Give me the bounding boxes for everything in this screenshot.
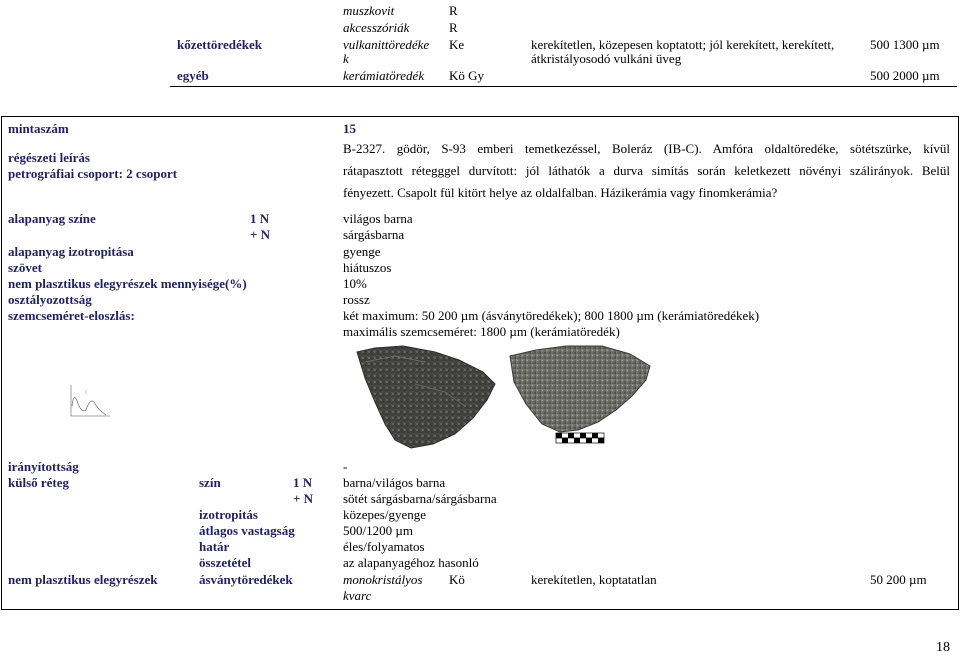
- sherd-photo-outer: [355, 344, 500, 450]
- desc-vulkanit-l1: kerekítetlen, közepesen koptatott; jól kerekített, kerekített,: [531, 37, 835, 52]
- outer-thickness-label: átlagos vastagság: [199, 523, 295, 538]
- grainsize-label: szemcseméret-eloszlás:: [8, 308, 135, 323]
- sorting-label: osztályozottság: [8, 292, 92, 307]
- orientation-label: irányítottság: [8, 459, 79, 474]
- size-vulkanit: 500 1300 µm: [870, 37, 940, 52]
- color-label: alapanyag színe: [8, 211, 96, 226]
- mineral-muszkovit: muszkovit: [343, 3, 395, 18]
- nonplastic-amount-value: 10%: [343, 276, 367, 291]
- archaeo-description-label: régészeti leírás: [8, 150, 90, 165]
- color-1n-label: 1 N: [250, 211, 270, 226]
- outer-mineral-size: 50 200 µm: [870, 572, 927, 587]
- outer-nonplastic-label: nem plasztikus elegyrészek: [8, 572, 158, 587]
- outer-boundary-value: éles/folyamatos: [343, 539, 425, 554]
- category-egyeb: egyéb: [177, 68, 209, 83]
- sample-box-left-border: [1, 116, 2, 609]
- outer-mineral-l2: kvarc: [343, 588, 372, 603]
- outer-color-np-value: sötét sárgásbarna/sárgásbarna: [343, 491, 497, 506]
- scale-bar: [556, 433, 604, 443]
- outer-composition-label: összetétel: [199, 555, 251, 570]
- sample-number-label: mintaszám: [8, 121, 69, 136]
- nonplastic-amount-label: nem plasztikus elegyrészek mennyisége(%): [8, 276, 247, 291]
- code-muszkovit: R: [449, 3, 458, 18]
- grainsize-line-1: két maximum: 50 200 µm (ásványtöredékek); 800 1800 µm (kerámiatöredékek): [343, 308, 760, 323]
- top-table-divider: [170, 86, 957, 87]
- sample-box-right-border: [958, 116, 959, 609]
- outer-mineral-l1: monokristályos: [343, 572, 423, 587]
- code-akcesszoriak: R: [449, 20, 458, 35]
- grainsize-line-2: maximális szemcseméret: 1800 µm (kerámiatöredék): [343, 324, 620, 339]
- category-kozettoredekek: kőzettöredékek: [177, 37, 262, 52]
- sample-number: 15: [343, 121, 356, 136]
- code-keramia: Kö Gy: [449, 68, 485, 83]
- outer-isotropy-label: izotropitás: [199, 507, 258, 522]
- description-line-3: fényezett. Csapolt fül kitört helye az oldalfalban. Házikerámia vagy finomkerámia?: [343, 185, 778, 200]
- color-np-value: sárgásbarna: [343, 227, 405, 242]
- sample-box-bottom-border: [1, 609, 959, 610]
- archaeo-description: [343, 138, 950, 204]
- description-line-2: rátapasztott rétegggel durvított: jól láthatók a durva simítás során keletkezett növényi szálirányok. Belül: [343, 163, 950, 178]
- color-1n-value: világos barna: [343, 211, 413, 226]
- mineral-vulkanittoredek-l2: k: [343, 51, 349, 66]
- mineral-akcesszoriak: akcesszóriák: [343, 20, 410, 35]
- outer-boundary-label: határ: [199, 539, 230, 554]
- outer-color-1n-value: barna/világos barna: [343, 475, 446, 490]
- outer-mineral-fragments-label: ásványtöredékek: [199, 572, 293, 587]
- outer-isotropy-value: közepes/gyenge: [343, 507, 427, 522]
- outer-thickness-value: 500/1200 µm: [343, 523, 413, 538]
- petro-group-label: petrográfiai csoport: 2 csoport: [8, 166, 178, 181]
- fabric-label: szövet: [8, 260, 42, 275]
- outer-color-label: szín: [199, 475, 221, 490]
- outer-color-1n-label: 1 N: [293, 475, 313, 490]
- orientation-value: -: [343, 459, 348, 474]
- code-vulkanit: Ke: [449, 37, 465, 52]
- sherd-photo-inner: [506, 344, 656, 450]
- description-line-1: B-2327. gödör, S-93 emberi temetkezéssel, Boleráz (IB-C). Amfóra oldaltöredéke, sötétszürke, kívül: [343, 141, 950, 156]
- sorting-value: rossz: [343, 292, 370, 307]
- outer-layer-label: külső réteg: [8, 475, 70, 490]
- isotropy-label: alapanyag izotropitása: [8, 244, 134, 259]
- size-keramia: 500 2000 µm: [870, 68, 940, 83]
- mineral-vulkanittoredek-l1: vulkanittöredéke: [343, 37, 430, 52]
- sample-box-top-border: [1, 116, 958, 117]
- outer-mineral-desc: kerekítetlen, koptatatlan: [531, 572, 657, 587]
- page-number: 18: [936, 640, 950, 655]
- isotropy-value: gyenge: [343, 244, 381, 259]
- outer-mineral-code: Kö: [449, 572, 465, 587]
- fabric-value: hiátuszos: [343, 260, 392, 275]
- desc-vulkanit-l2: átkristályosodó vulkáni üveg: [531, 51, 682, 66]
- mineral-keramiatoredek: kerámiatöredék: [343, 68, 425, 83]
- grainsize-distribution-sketch: [66, 380, 112, 420]
- outer-composition-value: az alapanyagéhoz hasonló: [343, 555, 479, 570]
- color-np-label: + N: [250, 227, 271, 242]
- outer-color-np-label: + N: [293, 491, 314, 506]
